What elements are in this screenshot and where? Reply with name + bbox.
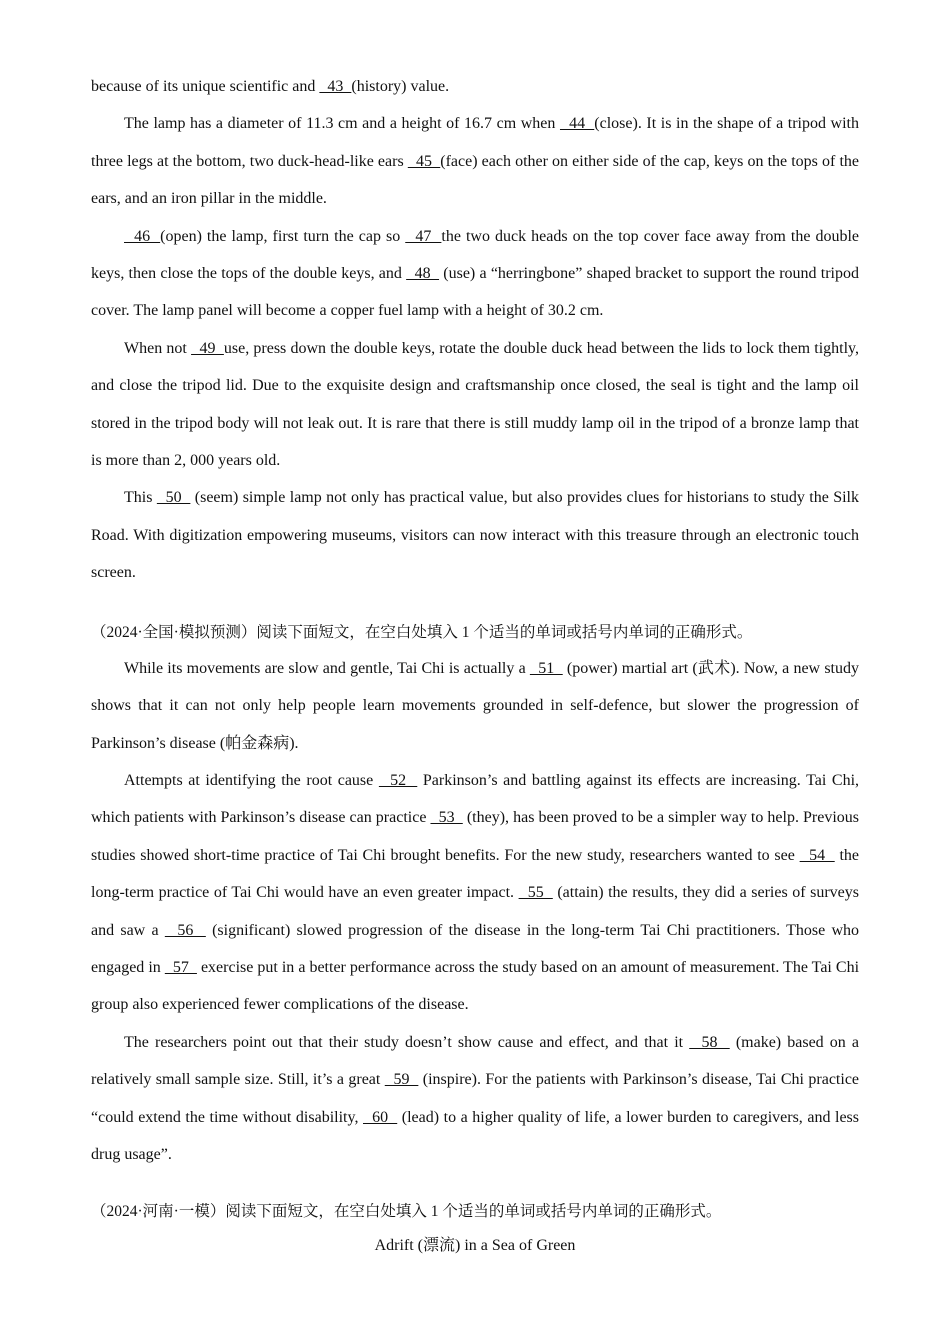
passage-paragraph: [91, 762, 859, 1024]
text: (close). It is in the shape of a tripod with three legs at the bottom, two duck-head-like ears: [91, 115, 860, 170]
blank-54: 54: [799, 846, 835, 864]
text: (open) the lamp, first turn the cap so: [160, 227, 406, 245]
text: (inspire). For the patients with Parkinson’s disease, Tai Chi practice “could extend the time without disability,: [91, 1071, 860, 1126]
text: (use) a “herringbone” shaped bracket to support the round tripod cover. The lamp panel will become a copper fuel lamp with a height of 30.2 cm.: [91, 265, 859, 320]
blank-44: 44: [559, 115, 595, 133]
passage-paragraph: [91, 105, 859, 217]
text: (they), has been proved to be a simpler way to help. Previous studies showed short-time practice of Tai Chi brought benefits. For the new study, researchers wanted to see: [91, 809, 860, 864]
text: exercise put in a better performance across the study based on an amount of measurement. The Tai Chi group also experienced fewer complications of the disease.: [91, 958, 860, 1014]
blank-58: 58: [689, 1033, 730, 1051]
text: This: [124, 489, 157, 507]
passage-paragraph: [91, 68, 859, 105]
passage-title: Adrift (漂流) in a Sea of Green: [374, 1237, 576, 1255]
blank-51: 51: [529, 659, 563, 677]
section-header: （2024·全国·模拟预测）阅读下面短文，在空白处填入 1 个适当的单词或括号内单词的正确形式。: [91, 623, 753, 641]
blank-59: 59: [384, 1071, 419, 1089]
text: Attempts at identifying the root cause: [124, 771, 379, 789]
blank-56: 56: [164, 921, 206, 939]
text: (seem) simple lamp not only has practical value, but also provides clues for historians to study the Silk Road. With digitization empowering museums, visitors can now interact with this treasure through an electronic touch screen.: [91, 489, 859, 582]
text: When not: [124, 339, 192, 357]
blank-46: 46: [124, 227, 161, 245]
passage-paragraph: [91, 218, 859, 330]
text: Parkinson’s and battling against its effects are increasing. Tai Chi, which patients with Parkinson’s disease can practice: [91, 771, 860, 827]
blank-49: 49: [191, 339, 224, 357]
blank-50: 50: [156, 489, 191, 507]
blank-52: 52: [378, 771, 418, 789]
text: (history) value.: [351, 78, 450, 95]
text: (significant) slowed progression of the disease in the long-term Tai Chi practitioners. Those who engaged in: [91, 921, 859, 976]
text: (attain) the results, they did a series of surveys and saw a: [91, 884, 860, 939]
text: The lamp has a diameter of 11.3 cm and a height of 16.7 cm when: [124, 115, 560, 133]
text: (make) based on a relatively small sample size. Still, it’s a great: [91, 1033, 860, 1089]
text: (lead) to a higher quality of life, a lower burden to caregivers, and less drug usage”.: [91, 1108, 860, 1163]
text: (power) martial art (武术). Now, a new study shows that it can not only help people learn movements grounded in self-defence, but slower the progression of Parkinson’s disease (帕金森病).: [91, 659, 859, 752]
text: because of its unique scientific and: [91, 78, 320, 95]
passage-paragraph: [91, 479, 859, 591]
section-header: （2024·河南·一模）阅读下面短文，在空白处填入 1 个适当的单词或括号内单词的正确形式。: [91, 1203, 722, 1221]
passage-paragraph: [91, 330, 859, 480]
blank-57: 57: [164, 958, 197, 976]
blank-43: 43: [319, 78, 352, 95]
text: The researchers point out that their study doesn’t show cause and effect, and that it: [124, 1033, 690, 1051]
text: the two duck heads on the top cover face away from the double keys, then close the tops of the double keys, and: [91, 227, 859, 283]
passage-paragraph: [91, 1024, 859, 1174]
blank-45: 45: [407, 152, 441, 170]
passage-paragraph: [91, 650, 859, 762]
blank-60: 60: [363, 1108, 398, 1126]
text: While its movements are slow and gentle, Tai Chi is actually a: [124, 659, 530, 677]
blank-55: 55: [518, 884, 553, 902]
document-page: [91, 68, 859, 1263]
blank-48: 48: [406, 265, 440, 283]
text: use, press down the double keys, rotate the double duck head between the lids to lock them tightly, and close the tripod lid. Due to the exquisite design and craftsmanship once closed, the seal is tight and the lamp oil stored in the tripod body will not leak out. It is rare that there is still muddy lamp oil in the tripod of a bronze lamp that is more than 2, 000 years old.: [91, 339, 860, 470]
blank-47: 47: [405, 227, 442, 245]
blank-53: 53: [430, 809, 463, 827]
text: the long-term practice of Tai Chi would have an even greater impact.: [91, 846, 860, 902]
text: (face) each other on either side of the cap, keys on the tops of the ears, and an iron pillar in the middle.: [91, 152, 859, 208]
